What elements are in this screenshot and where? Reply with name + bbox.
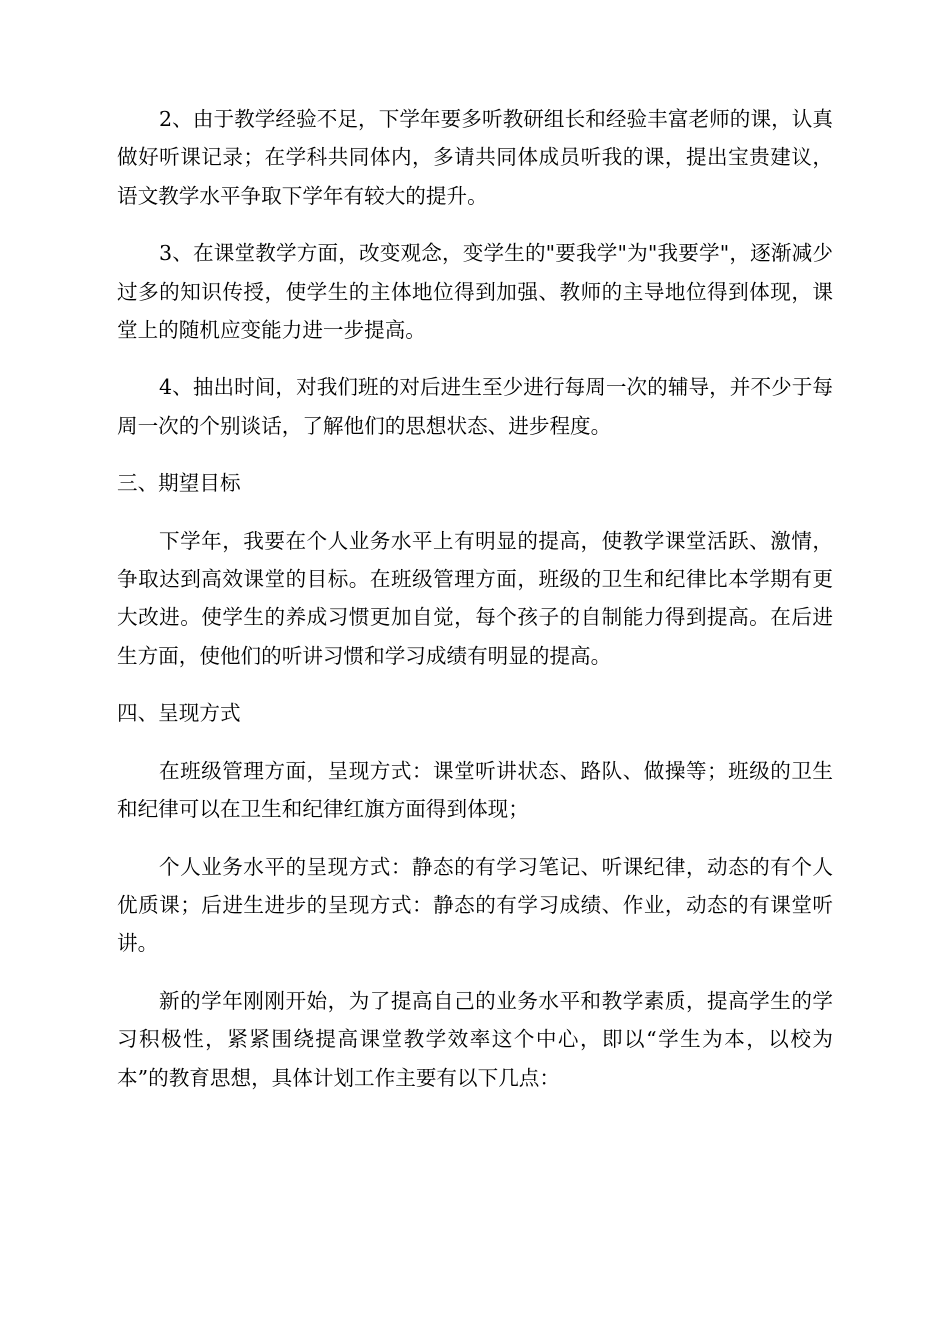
paragraph-item-3: 3、在课堂教学方面，改变观念，变学生的"要我学"为"我要学"，逐渐减少过多的知识传授，使学生的主体地位得到加强、教师的主导地位得到体现，课堂上的随机应变能力进一步提高。	[117, 241, 833, 343]
paragraph-item-2: 2、由于教学经验不足，下学年要多听教研组长和经验丰富老师的课，认真做好听课记录；在学科共同体内，多请共同体成员听我的课，提出宝贵建议，语文教学水平争取下学年有较大的提升。	[117, 107, 833, 208]
paragraph-item-4: 4、抽出时间，对我们班的对后进生至少进行每周一次的辅导，并不少于每周一次的个别谈话，了解他们的思想状态、进步程度。	[117, 375, 833, 438]
paragraph-class-management: 在班级管理方面，呈现方式：课堂听讲状态、路队、做操等；班级的卫生和纪律可以在卫生和纪律红旗方面得到体现；	[117, 758, 833, 822]
document-body	[117, 100, 833, 1116]
paragraph-goals: 下学年，我要在个人业务水平上有明显的提高，使教学课堂活跃、激情，争取达到高效课堂的目标。在班级管理方面，班级的卫生和纪律比本学期有更大改进。使学生的养成习惯更加自觉，每个孩子的自制能力得到提高。在后进生方面，使他们的听讲习惯和学习成绩有明显的提高。	[117, 528, 833, 668]
section-heading-goals: 三、期望目标	[117, 471, 241, 496]
paragraph-new-year: 新的学年刚刚开始，为了提高自己的业务水平和教学素质，提高学生的学习积极性，紧紧围绕提高课堂教学效率这个中心，即以“学生为本，以校为本”的教育思想，具体计划工作主要有以下几点：	[117, 988, 833, 1090]
section-heading-presentation: 四、呈现方式	[117, 701, 241, 726]
paragraph-personal-level: 个人业务水平的呈现方式：静态的有学习笔记、听课纪律，动态的有个人优质课；后进生进步的呈现方式：静态的有学习成绩、作业，动态的有课堂听讲。	[117, 854, 833, 956]
